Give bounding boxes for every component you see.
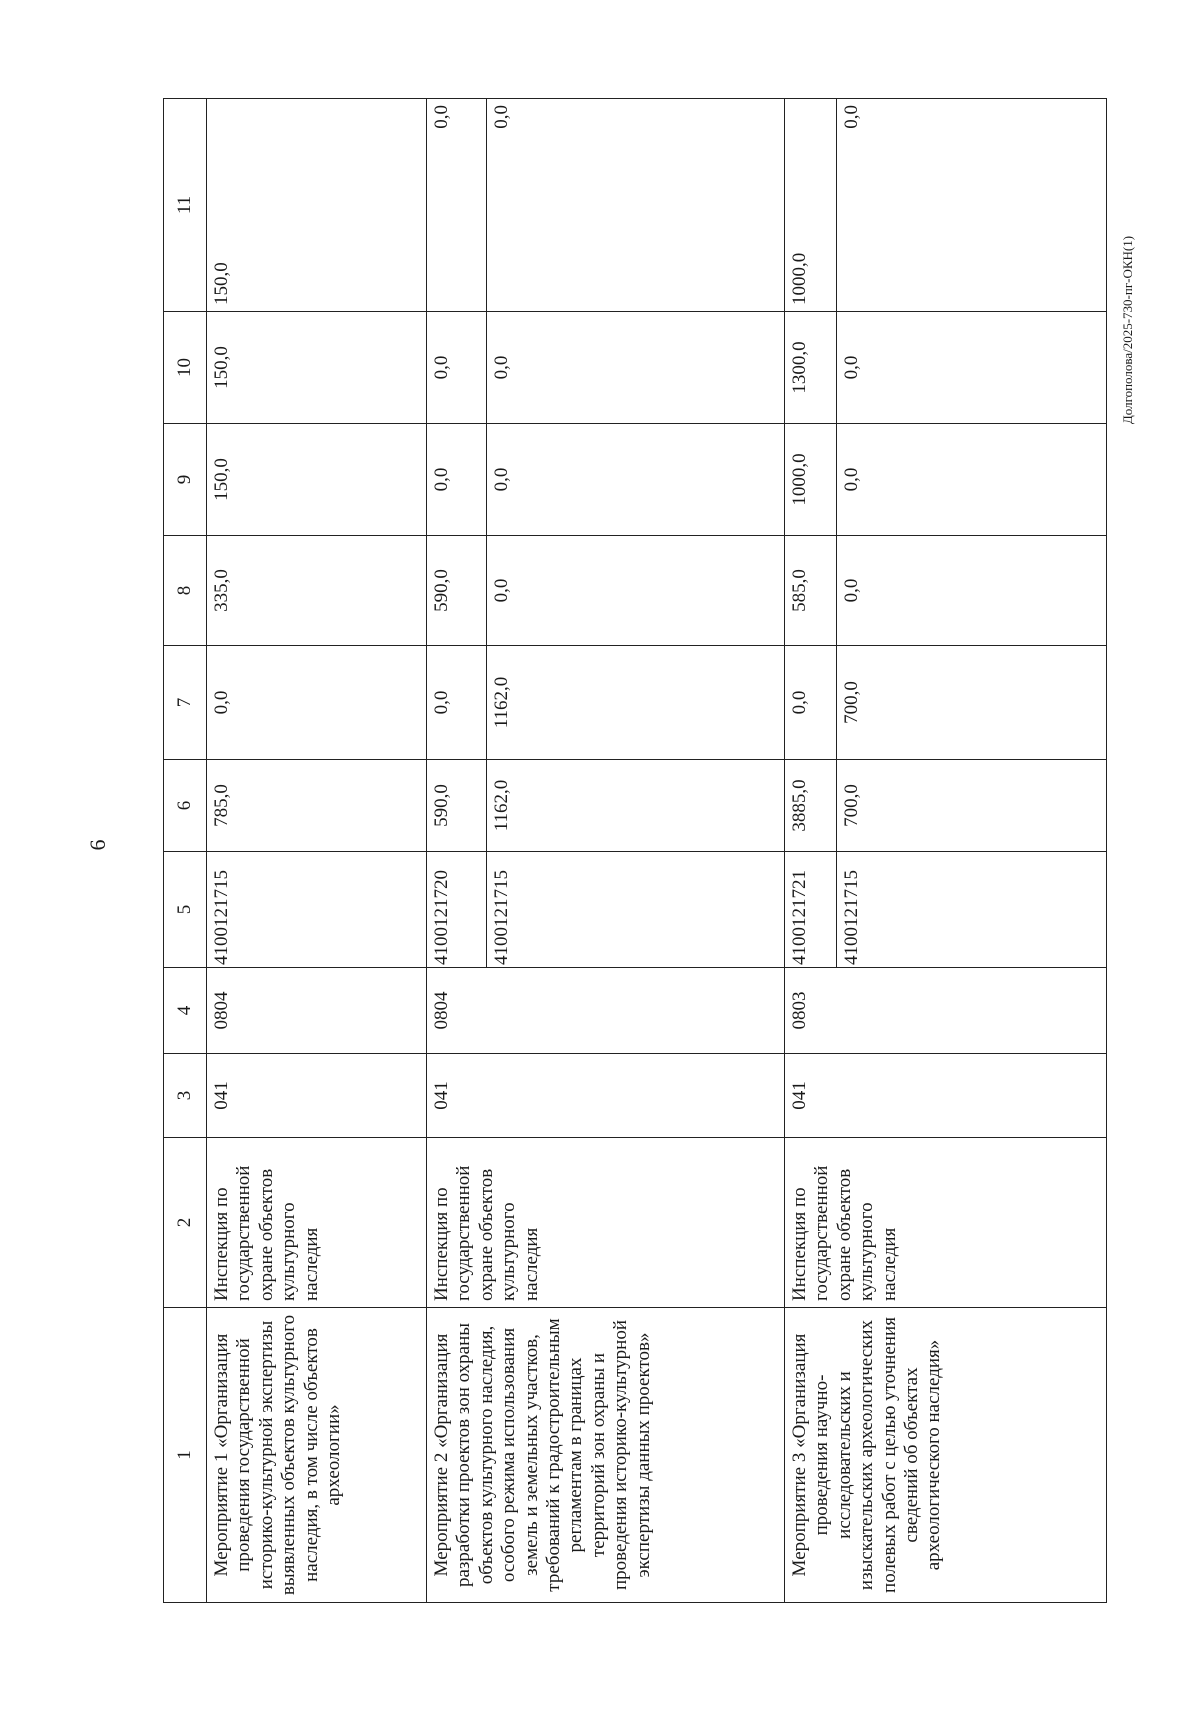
value-cell: 335,0 xyxy=(207,536,427,646)
table-container xyxy=(163,99,1102,1603)
executor-cell: Инспекция по государственной охране объектов культурного наследия xyxy=(207,1138,427,1308)
value-cell: 0,0 xyxy=(837,424,1107,536)
value-cell: 1300,0 xyxy=(785,312,837,424)
grbs-cell: 041 xyxy=(207,1054,427,1138)
value-cell: 0,0 xyxy=(487,424,785,536)
header-cell: 5 xyxy=(164,852,207,968)
value-cell: 785,0 xyxy=(207,760,427,852)
value-cell: 1162,0 xyxy=(487,646,785,760)
csr-cell: 4100121721 xyxy=(785,852,837,968)
section-cell: 0804 xyxy=(207,968,427,1054)
section-cell: 0804 xyxy=(427,968,785,1054)
value-cell: 0,0 xyxy=(487,312,785,424)
event-name-cell: Мероприятие 3 «Организация проведения научно-исследовательских и изыскательских археологических полевых работ с целью уточнения сведений об объектах археологического наследия» xyxy=(785,1308,1107,1603)
value-cell: 0,0 xyxy=(837,312,1107,424)
value-cell: 0,0 xyxy=(427,646,487,760)
value-cell: 0,0 xyxy=(837,536,1107,646)
header-cell: 11 xyxy=(164,99,207,312)
value-cell: 585,0 xyxy=(785,536,837,646)
budget-table xyxy=(163,98,1107,1603)
value-cell: 150,0 xyxy=(207,312,427,424)
value-cell: 0,0 xyxy=(785,646,837,760)
value-cell: 0,0 xyxy=(427,99,487,312)
header-cell: 10 xyxy=(164,312,207,424)
value-cell: 150,0 xyxy=(207,99,427,312)
value-cell: 1000,0 xyxy=(785,424,837,536)
event-name-cell: Мероприятие 2 «Организация разработки проектов зон охраны объектов культурного наследия, особого режима использования земель и земельных участков, требований к градостроительным регламентам в границах территорий зон охраны и проведения историко-культурной экспертизы данных проектов» xyxy=(427,1308,785,1603)
header-cell: 1 xyxy=(164,1308,207,1603)
section-cell: 0803 xyxy=(785,968,1107,1054)
executor-cell: Инспекция по государственной охране объектов культурного наследия xyxy=(785,1138,1107,1308)
header-cell: 2 xyxy=(164,1138,207,1308)
executor-cell: Инспекция по государственной охране объектов культурного наследия xyxy=(427,1138,785,1308)
grbs-cell: 041 xyxy=(427,1054,785,1138)
value-cell: 0,0 xyxy=(487,99,785,312)
event-name-cell: Мероприятие 1 «Организация проведения государственной историко-культурной экспертизы выявленных объектов культурного наследия, в том числе объектов археологии» xyxy=(207,1308,427,1603)
document-code: Долгополова/2025-730-пг-ОКН(1) xyxy=(1120,235,1135,425)
table-row xyxy=(207,99,427,1603)
value-cell: 0,0 xyxy=(837,99,1107,312)
value-cell: 1000,0 xyxy=(785,99,837,312)
value-cell: 1162,0 xyxy=(487,760,785,852)
value-cell: 590,0 xyxy=(427,536,487,646)
value-cell: 150,0 xyxy=(207,424,427,536)
csr-cell: 4100121715 xyxy=(487,852,785,968)
csr-cell: 4100121720 xyxy=(427,852,487,968)
value-cell: 0,0 xyxy=(487,536,785,646)
grbs-cell: 041 xyxy=(785,1054,1107,1138)
header-cell: 8 xyxy=(164,536,207,646)
value-cell: 700,0 xyxy=(837,646,1107,760)
value-cell: 590,0 xyxy=(427,760,487,852)
value-cell: 3885,0 xyxy=(785,760,837,852)
header-cell: 4 xyxy=(164,968,207,1054)
table-row xyxy=(427,99,487,1603)
header-cell: 9 xyxy=(164,424,207,536)
value-cell: 700,0 xyxy=(837,760,1107,852)
header-cell: 7 xyxy=(164,646,207,760)
csr-cell: 4100121715 xyxy=(837,852,1107,968)
value-cell: 0,0 xyxy=(427,424,487,536)
header-cell: 3 xyxy=(164,1054,207,1138)
table-row xyxy=(785,99,837,1603)
csr-cell: 4100121715 xyxy=(207,852,427,968)
value-cell: 0,0 xyxy=(427,312,487,424)
value-cell: 0,0 xyxy=(207,646,427,760)
page-number: 6 xyxy=(85,839,110,851)
header-row xyxy=(164,99,207,1603)
header-cell: 6 xyxy=(164,760,207,852)
